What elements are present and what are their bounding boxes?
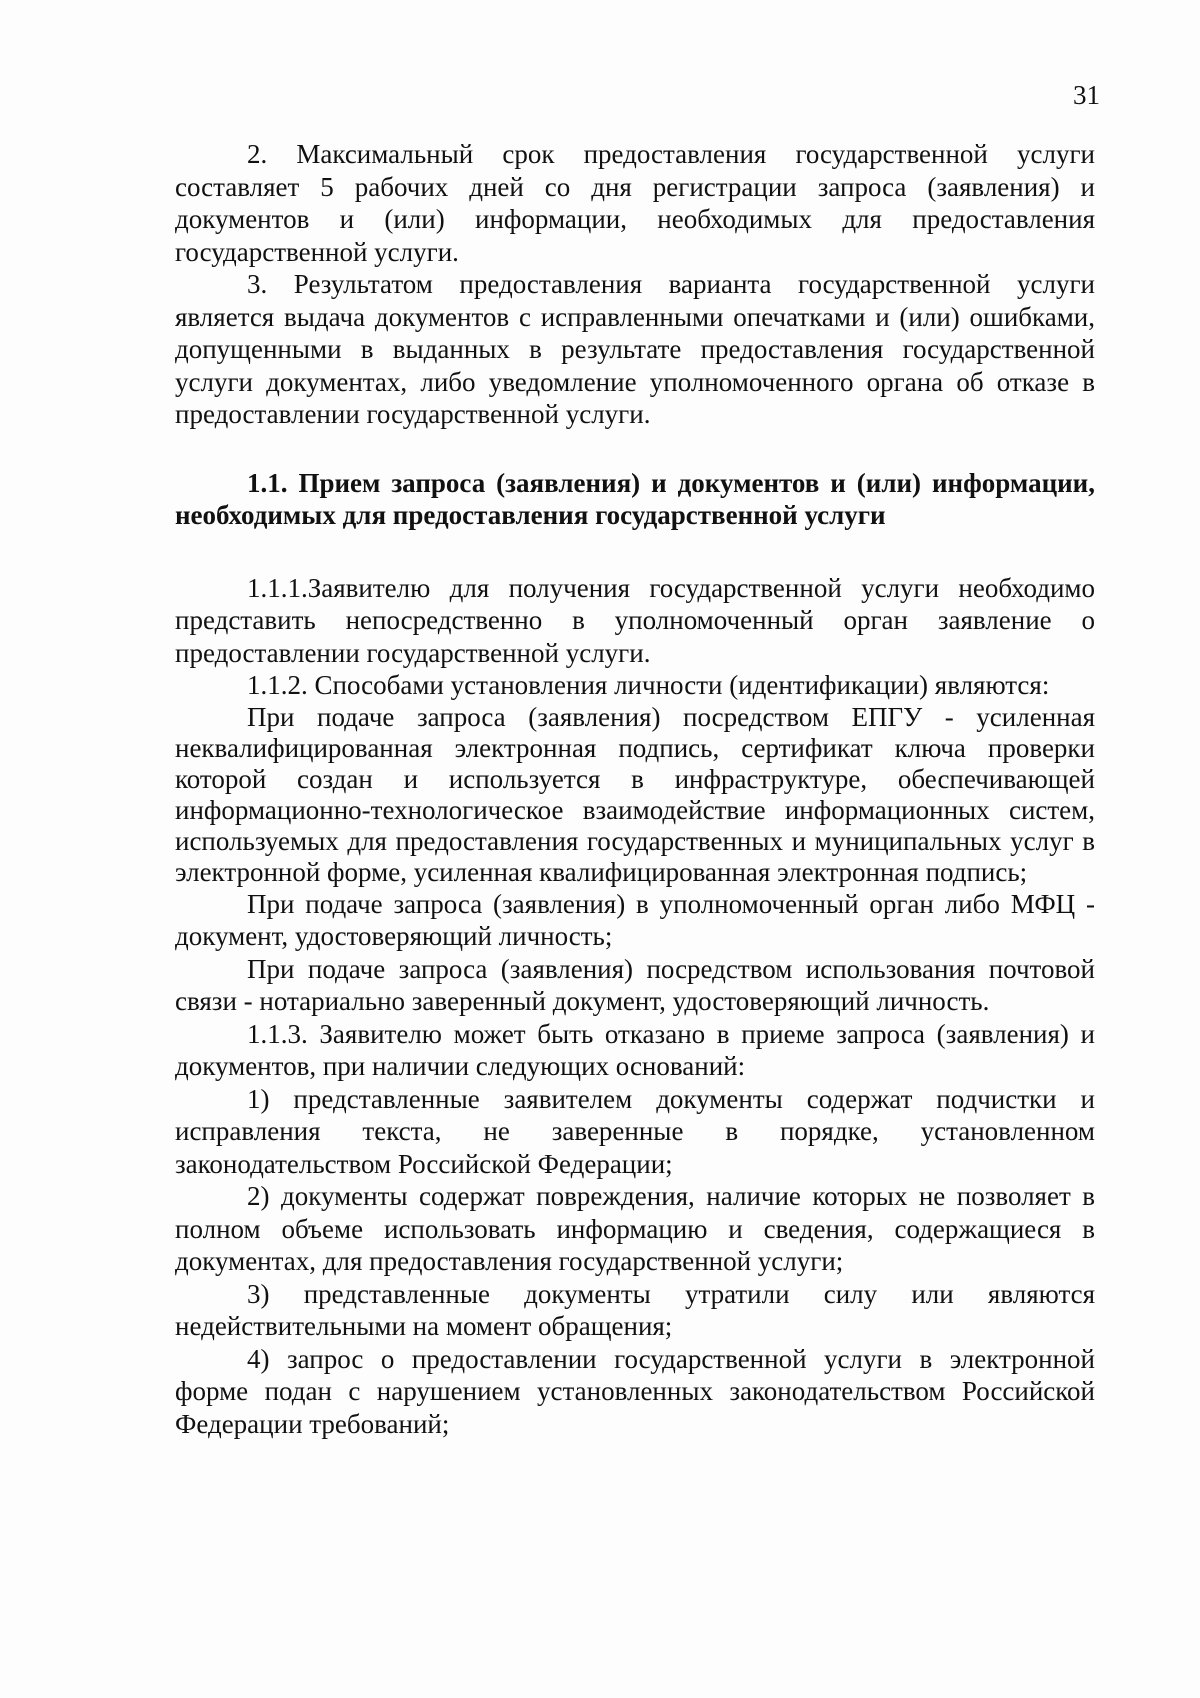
list-item-2: 2) документы содержат повреждения, наличие которых не позволяет в полном объеме использовать информацию и сведения, содержащиеся в документах, для предоставления государственной услуги;	[175, 1181, 1095, 1276]
list-item-3: 3) представленные документы утратили силу или являются недействительными на момент обращения;	[175, 1278, 1095, 1341]
page-number: 31	[1073, 80, 1100, 110]
paragraph-epgu-identification: При подаче запроса (заявления) посредством ЕПГУ - усиленная неквалифицированная электронная подпись, сертификат ключа проверки которой создан и используется в инфраструктуре, обеспечивающей информационно-технологическое взаимодействие информационных систем, используемых для предоставления государственных и муниципальных услуг в электронной форме, усиленная квалифицированная электронная подпись;	[175, 701, 1095, 887]
section-heading: 1.1. Прием запроса (заявления) и документов и (или) информации, необходимых для предоставления государственной услуги	[175, 467, 1095, 530]
list-item-4: 4) запрос о предоставлении государственной услуги в электронной форме подан с нарушением установленных законодательством Российской Федерации требований;	[175, 1343, 1095, 1439]
paragraph-postal-identification: При подаче запроса (заявления) посредством использования почтовой связи - нотариально заверенный документ, удостоверяющий личность.	[175, 953, 1095, 1016]
paragraph-max-term: 2. Максимальный срок предоставления государственной услуги составляет 5 рабочих дней со дня регистрации запроса (заявления) и документов и (или) информации, необходимых для предоставления государственной услуги.	[175, 139, 1095, 267]
list-item-1: 1) представленные заявителем документы содержат подчистки и исправления текста, не заверенные в порядке, установленном законодательством Российской Федерации;	[175, 1083, 1095, 1179]
paragraph-mfc-identification: При подаче запроса (заявления) в уполномоченный орган либо МФЦ - документ, удостоверяющий личность;	[175, 888, 1095, 951]
document-body	[175, 138, 1095, 1440]
paragraph-1-1-1: 1.1.1.Заявителю для получения государственной услуги необходимо представить непосредственно в уполномоченный орган заявление о предоставлении государственной услуги.	[175, 572, 1095, 668]
paragraph-result: 3. Результатом предоставления варианта государственной услуги является выдача документов с исправленными опечатками и (или) ошибками, допущенными в выданных в результате предоставления государственной услуги документах, либо уведомление уполномоченного органа об отказе в предоставлении государственной услуги.	[175, 269, 1095, 429]
paragraph-1-1-3: 1.1.3. Заявителю может быть отказано в приеме запроса (заявления) и документов, при наличии следующих оснований:	[175, 1018, 1095, 1081]
paragraph-1-1-2: 1.1.2. Способами установления личности (идентификации) являются:	[247, 670, 1050, 700]
